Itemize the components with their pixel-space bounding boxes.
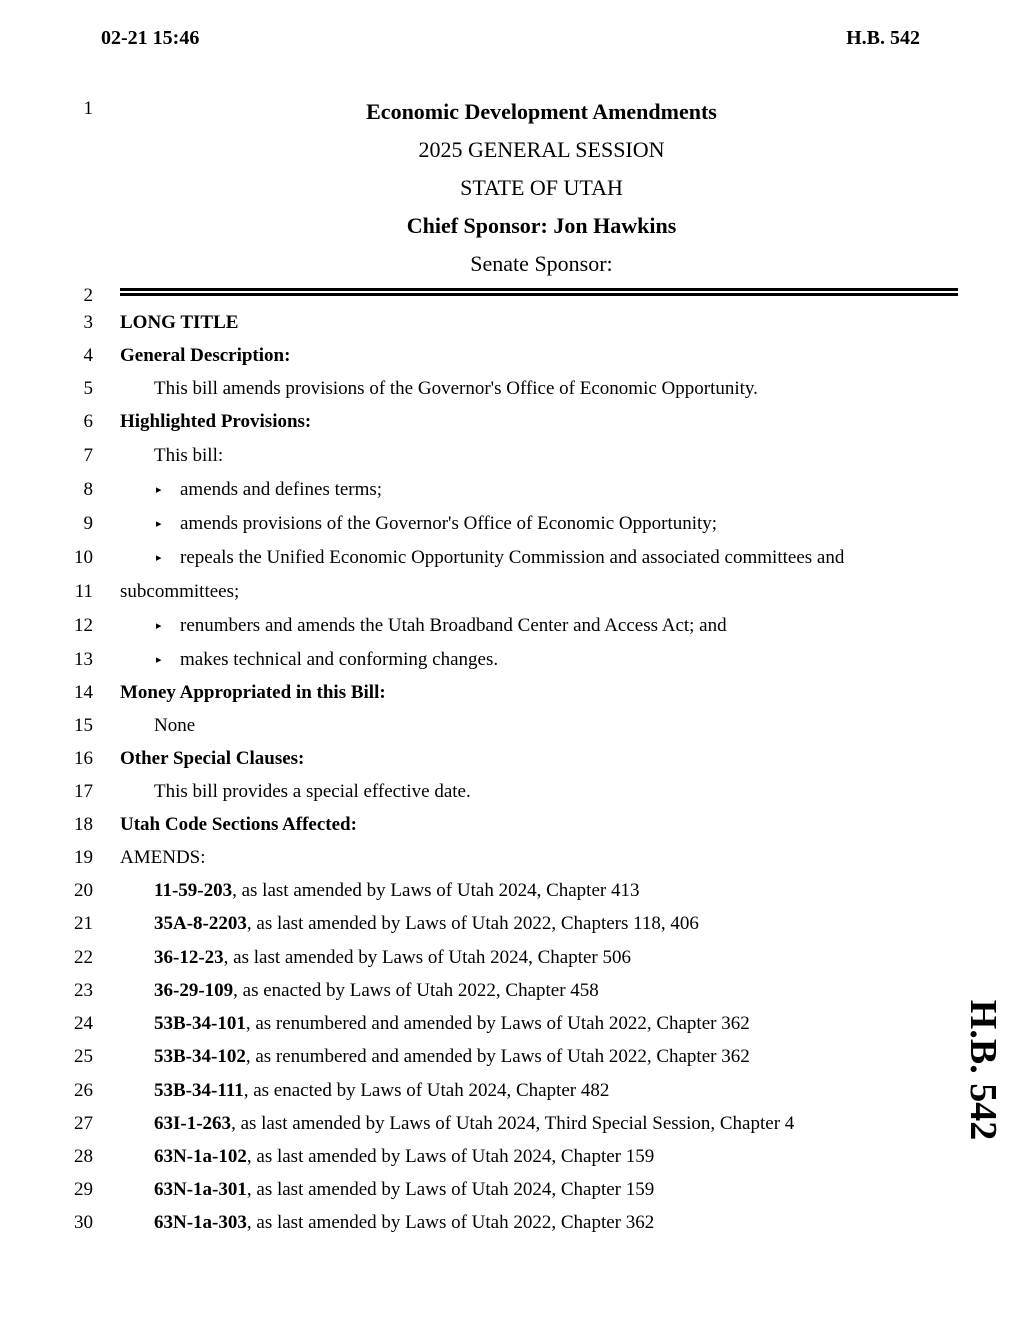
- section-entry: 36-29-109, as enacted by Laws of Utah 2022, Chapter 458: [154, 980, 599, 1001]
- line-number: 28: [74, 1146, 93, 1167]
- general-description-text: This bill amends provisions of the Governor's Office of Economic Opportunity.: [154, 378, 758, 399]
- line-number: 20: [74, 880, 93, 901]
- title-divider: [120, 288, 958, 291]
- bullet-icon: ▸: [156, 552, 162, 564]
- line-number: 13: [74, 649, 93, 670]
- line-number: 21: [74, 913, 93, 934]
- side-bill-label-text: H.B. 542: [962, 999, 1004, 1141]
- money-text: None: [154, 715, 196, 736]
- provision-continuation: subcommittees;: [120, 581, 240, 602]
- section-entry: 11-59-203, as last amended by Laws of Utah 2024, Chapter 413: [154, 880, 640, 901]
- body-line: [0, 1046, 960, 1076]
- line-number: 3: [83, 312, 93, 333]
- chief-sponsor: Chief Sponsor: Jon Hawkins: [406, 213, 677, 238]
- line-number: 14: [74, 682, 93, 703]
- bullet-icon: ▸: [156, 484, 162, 496]
- line-number: 17: [74, 781, 93, 802]
- body-line: [0, 581, 960, 611]
- section-entry: 53B-34-101, as renumbered and amended by Laws of Utah 2022, Chapter 362: [154, 1013, 750, 1034]
- provision-item: ▸ amends provisions of the Governor's Office of Economic Opportunity;: [156, 513, 718, 534]
- section-entry: 53B-34-111, as enacted by Laws of Utah 2024, Chapter 482: [154, 1080, 610, 1101]
- line-number: 25: [74, 1046, 93, 1067]
- provision-item: ▸ repeals the Unified Economic Opportunity Commission and associated committees and: [156, 547, 845, 568]
- body-line: [0, 649, 960, 679]
- line-number: 8: [83, 479, 93, 500]
- bill-title: Economic Development Amendments: [366, 99, 717, 124]
- line-number: 2: [83, 285, 93, 306]
- body-line: [0, 781, 960, 811]
- session-label: 2025 GENERAL SESSION: [418, 137, 665, 162]
- body-line: [0, 1113, 960, 1143]
- line-number: 5: [83, 378, 93, 399]
- amends-label: AMENDS:: [120, 847, 206, 868]
- section-entry: 63N-1a-102, as last amended by Laws of Utah 2024, Chapter 159: [154, 1146, 655, 1167]
- state-label: STATE OF UTAH: [460, 175, 623, 200]
- line-number: 29: [74, 1179, 93, 1200]
- body-line: [0, 814, 960, 844]
- body-line: [0, 847, 960, 877]
- header-bill-number: H.B. 542: [846, 27, 920, 49]
- provision-item: ▸ renumbers and amends the Utah Broadband Center and Access Act; and: [156, 615, 727, 636]
- body-line: [0, 479, 960, 509]
- bullet-icon: ▸: [156, 654, 162, 666]
- line-number: 18: [74, 814, 93, 835]
- body-line: [0, 682, 960, 712]
- body-line: [0, 1080, 960, 1110]
- provision-item: ▸ amends and defines terms;: [156, 479, 383, 500]
- line-number: 30: [74, 1212, 93, 1233]
- body-line: [0, 1013, 960, 1043]
- body-line: [0, 615, 960, 645]
- line-number: 24: [74, 1013, 93, 1034]
- body-line: [0, 913, 960, 943]
- line-number: 15: [74, 715, 93, 736]
- this-bill-text: This bill:: [154, 445, 224, 466]
- provision-item: ▸ makes technical and conforming changes.: [156, 649, 499, 670]
- section-entry: 63N-1a-301, as last amended by Laws of Utah 2024, Chapter 159: [154, 1179, 655, 1200]
- highlighted-provisions-heading: Highlighted Provisions:: [120, 411, 312, 432]
- line-number: 9: [83, 513, 93, 534]
- general-description-heading: General Description:: [120, 345, 291, 366]
- title-divider: [120, 293, 958, 296]
- section-entry: 36-12-23, as last amended by Laws of Utah 2024, Chapter 506: [154, 947, 632, 968]
- body-line: [0, 445, 960, 475]
- line-number: 19: [74, 847, 93, 868]
- body-line: [0, 378, 960, 408]
- body-line: [0, 513, 960, 543]
- body-line: [0, 1179, 960, 1209]
- section-entry: 63N-1a-303, as last amended by Laws of Utah 2022, Chapter 362: [154, 1212, 655, 1233]
- line-number: 11: [74, 581, 93, 602]
- special-clauses-heading: Other Special Clauses:: [120, 748, 305, 769]
- body-line: [0, 947, 960, 977]
- line-number: 6: [83, 411, 93, 432]
- long-title-heading: LONG TITLE: [120, 312, 239, 333]
- line-number: 22: [74, 947, 93, 968]
- section-entry: 63I-1-263, as last amended by Laws of Utah 2024, Third Special Session, Chapter 4: [154, 1113, 795, 1134]
- money-heading: Money Appropriated in this Bill:: [120, 682, 386, 703]
- body-line: [0, 1212, 960, 1242]
- sections-affected-heading: Utah Code Sections Affected:: [120, 814, 357, 835]
- header-timestamp: 02-21 15:46: [101, 27, 200, 49]
- special-clauses-text: This bill provides a special effective date.: [154, 781, 471, 802]
- line-number: 4: [83, 345, 93, 366]
- section-entry: 35A-8-2203, as last amended by Laws of Utah 2022, Chapters 118, 406: [154, 913, 699, 934]
- body-line: [0, 715, 960, 745]
- body-line: [0, 345, 960, 375]
- body-line: [0, 547, 960, 577]
- body-line: [0, 312, 960, 342]
- body-line: [0, 1146, 960, 1176]
- line-number: 23: [74, 980, 93, 1001]
- line-number: 26: [74, 1080, 93, 1101]
- body-line: [0, 748, 960, 778]
- body-line: [0, 980, 960, 1010]
- senate-sponsor: Senate Sponsor:: [470, 251, 613, 276]
- line-number: 7: [83, 445, 93, 466]
- bullet-icon: ▸: [156, 620, 162, 632]
- section-entry: 53B-34-102, as renumbered and amended by Laws of Utah 2022, Chapter 362: [154, 1046, 750, 1067]
- line-number: 16: [74, 748, 93, 769]
- line-number: 1: [83, 98, 93, 119]
- body-line: [0, 411, 960, 441]
- line-number: 27: [74, 1113, 93, 1134]
- body-line: [0, 880, 960, 910]
- line-number: 10: [74, 547, 93, 568]
- bullet-icon: ▸: [156, 518, 162, 530]
- line-number: 12: [74, 615, 93, 636]
- side-bill-label: [953, 1000, 1013, 1140]
